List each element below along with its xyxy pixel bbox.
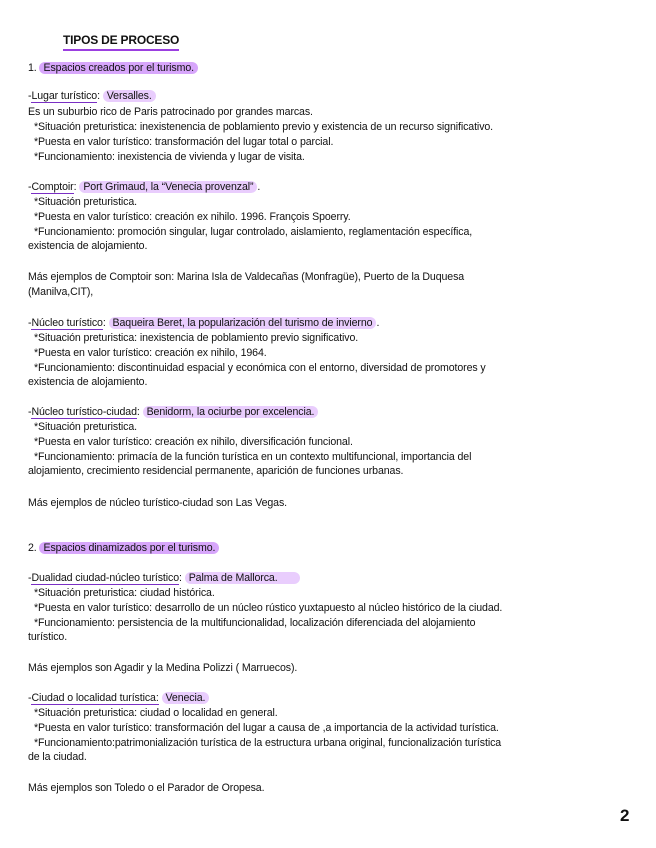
dualidad-item: turístico. [28,631,68,643]
nucleo-item: existencia de alojamiento. [28,376,148,388]
lugar-sep: : [97,90,100,102]
lugar-prefix: - [28,90,32,102]
section2-number: 2. [28,542,37,554]
dualidad-item: *Situación preturistica: ciudad histórica. [34,587,215,599]
nucleo-ciudad-sep: : [136,406,140,418]
nucleo-item: *Funcionamiento: discontinuidad espacial y económica con el entorno, diversidad de promotores y [34,362,486,374]
nucleo-ciudad-label: Núcleo turístico-ciudad [31,406,137,418]
dualidad-item: *Funcionamiento: persistencia de la multifuncionalidad, localización diferenciada del alojamiento [34,617,476,629]
dualidad-more: Más ejemplos son Agadir y la Medina Polizzi ( Marruecos). [28,662,298,674]
comptoir-sep: : [73,181,77,193]
lugar-item: *Situación preturistica: inexistenencia de poblamiento previo y existencia de un recurso significativo. [34,121,494,133]
page-title: TIPOS DE PROCESO [63,33,179,51]
section1-heading: Espacios creados por el turismo. [39,62,197,74]
comptoir-item: *Situación preturistica. [34,196,137,208]
comptoir-item: *Puesta en valor turístico: creación ex nihilo. 1996. François Spoerry. [34,211,351,223]
nucleo-label: Núcleo turístico [31,317,103,329]
nucleo-ciudad-prefix: - [28,406,32,418]
lugar-desc: Es un suburbio rico de Paris patrocinado por grandes marcas. [28,106,313,118]
ciudad-item: de la ciudad. [28,751,87,763]
lugar-item: *Puesta en valor turístico: transformación del lugar total o parcial. [34,136,334,148]
ciudad-more: Más ejemplos son Toledo o el Parador de Oropesa. [28,782,265,794]
ciudad-name: Venecia. [162,692,210,704]
section2-heading: Espacios dinamizados por el turismo. [39,542,219,554]
nucleo-heading-line [28,317,379,330]
section2-heading-line [28,542,219,555]
dualidad-label: Dualidad ciudad-núcleo turístico [31,572,179,584]
comptoir-heading-line [28,181,260,194]
comptoir-end: . [257,181,261,193]
comptoir-item: *Funcionamiento: promoción singular, lugar controlado, aislamiento, reglamentación específica, [34,226,473,238]
ciudad-heading-line [28,692,209,705]
dualidad-name: Palma de Mallorca. [185,572,300,584]
nucleo-item: *Puesta en valor turístico: creación ex nihilo, 1964. [34,347,267,359]
nucleo-ciudad-more: Más ejemplos de núcleo turístico-ciudad son Las Vegas. [28,497,288,509]
lugar-item: *Funcionamiento: inexistencia de vivienda y lugar de visita. [34,151,305,163]
nucleo-prefix: - [28,317,32,329]
nucleo-ciudad-item: *Situación preturistica. [34,421,137,433]
nucleo-ciudad-heading-line [28,406,318,419]
nucleo-item: *Situación preturistica: inexistencia de poblamiento previo significativo. [34,332,359,344]
ciudad-label: Ciudad o localidad turística: [31,692,159,704]
dualidad-heading-line [28,572,300,585]
comptoir-label: Comptoir [31,181,74,193]
lugar-name: Versalles. [103,90,156,102]
dualidad-sep: : [179,572,182,584]
nucleo-ciudad-name: Benidorm, la ociurbe por excelencia. [143,406,319,418]
dualidad-item: *Puesta en valor turístico: desarrollo de un núcleo rústico yuxtapuesto al núcleo histórico de la ciudad. [34,602,503,614]
page-number: 2 [620,806,630,825]
nucleo-name: Baqueira Beret, la popularización del turismo de invierno [109,317,377,329]
nucleo-ciudad-item: *Puesta en valor turístico: creación ex nihilo, diversificación funcional. [34,436,353,448]
lugar-heading-line [28,90,156,103]
nucleo-ciudad-item: alojamiento, crecimiento residencial permanente, aparición de funciones urbanas. [28,465,404,477]
section1-heading-line [28,62,198,75]
comptoir-name: Port Grimaud, la “Venecia provenzal” [79,181,257,193]
ciudad-item: *Funcionamiento:patrimonialización turística de la estructura urbana original, funcionalización turística [34,737,502,749]
comptoir-more-2: (Manilva,CIT), [28,286,94,298]
nucleo-ciudad-item: *Funcionamiento: primacía de la función turística en un contexto multifuncional, importancia del [34,451,472,463]
ciudad-item: *Situación preturistica: ciudad o localidad en general. [34,707,278,719]
comptoir-prefix: - [28,181,32,193]
ciudad-prefix: - [28,692,32,704]
ciudad-item: *Puesta en valor turístico: transformación del lugar a causa de ,a importancia de la actividad turística. [34,722,499,734]
comptoir-more-1: Más ejemplos de Comptoir son: Marina Isla de Valdecañas (Monfragüe), Puerto de la Duquesa [28,271,465,283]
dualidad-prefix: - [28,572,32,584]
comptoir-item: existencia de alojamiento. [28,240,148,252]
lugar-label: Lugar turístico [31,90,98,102]
nucleo-end: . [376,317,380,329]
section1-number: 1. [28,62,37,74]
nucleo-sep: : [102,317,106,329]
